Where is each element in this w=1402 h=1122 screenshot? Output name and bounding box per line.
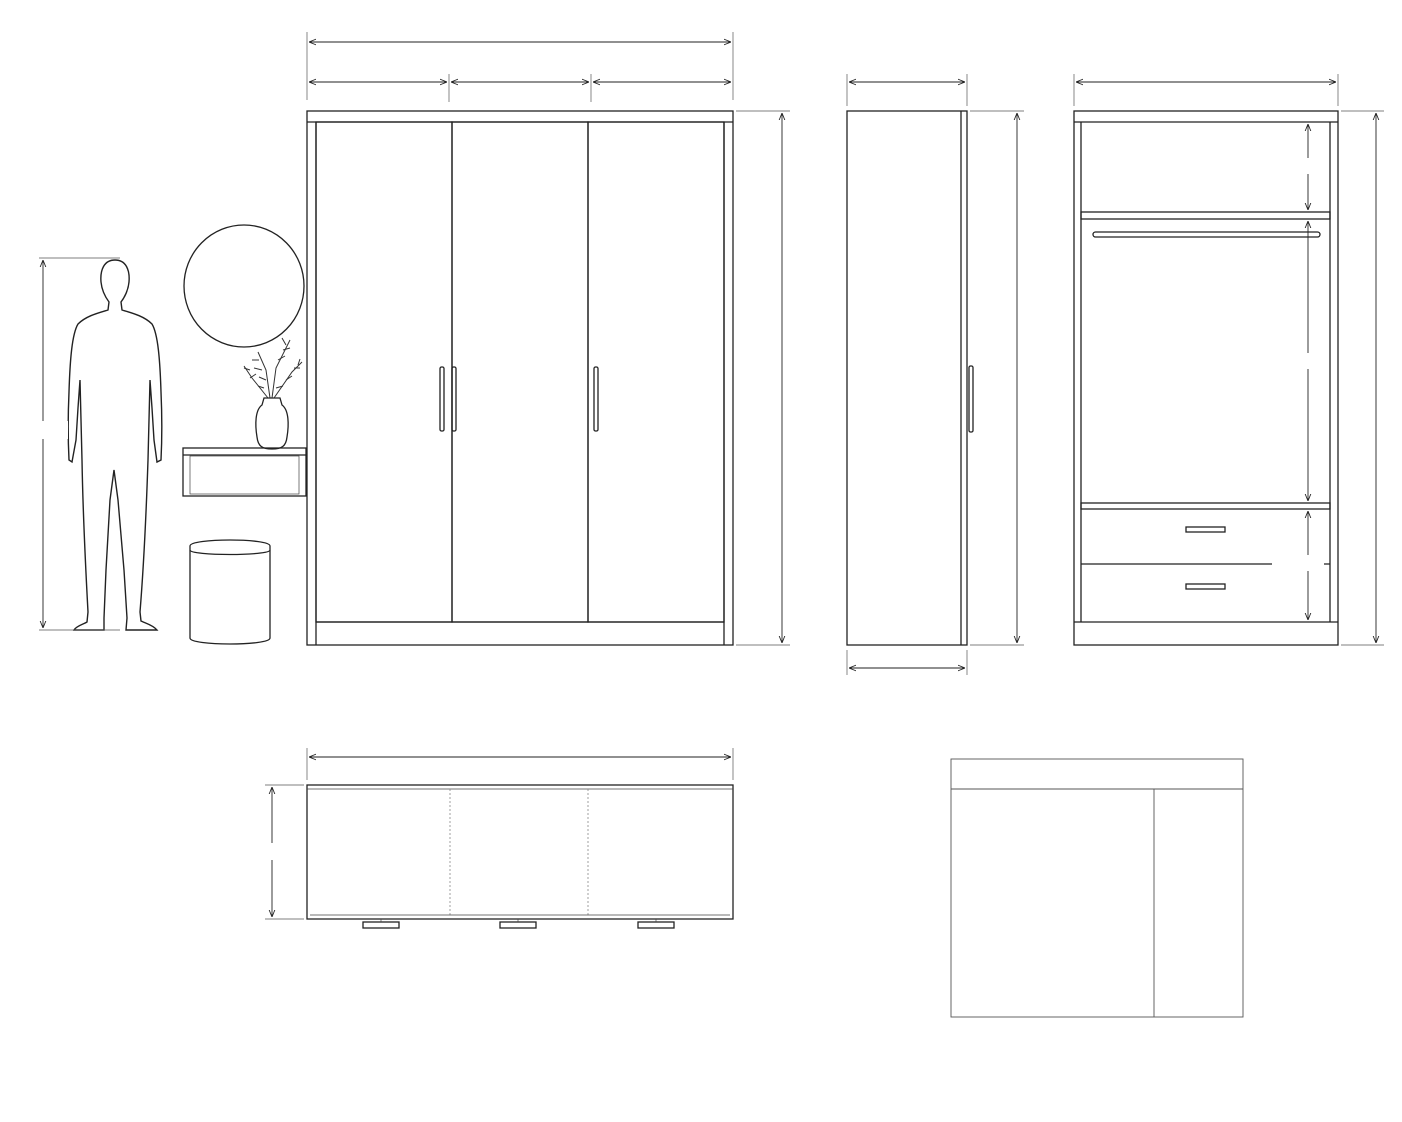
plan-handle — [500, 922, 536, 928]
internal-elevation — [1074, 74, 1384, 645]
plan-handle — [638, 922, 674, 928]
top-shelf — [1081, 212, 1330, 219]
person-figure — [10, 258, 162, 630]
wardrobe-front — [307, 111, 733, 645]
front-height-dimension — [736, 111, 790, 645]
door-handle — [452, 367, 456, 431]
plan-view — [238, 748, 733, 928]
side-elevation — [847, 74, 1024, 675]
front-overall-width-dimension — [307, 32, 733, 100]
door-right — [588, 122, 724, 622]
door-middle — [452, 122, 588, 622]
door-handle — [440, 367, 444, 431]
drawer-handle — [1186, 584, 1225, 589]
plan-outline — [307, 785, 733, 919]
door-handle — [594, 367, 598, 431]
round-pouf — [190, 540, 270, 644]
dimensions-summary-table — [951, 759, 1243, 1017]
plan-handle — [363, 922, 399, 928]
front-elevation — [10, 32, 790, 645]
drawer-handle — [1186, 527, 1225, 532]
floating-shelf — [183, 448, 306, 496]
round-mirror — [184, 225, 304, 347]
front-door-width-dimensions — [309, 74, 731, 102]
vase-with-branches — [244, 338, 302, 449]
wardrobe-side — [847, 111, 967, 645]
side-handle — [969, 366, 973, 432]
drawer-section-top — [1081, 503, 1330, 509]
door-left — [316, 122, 452, 622]
hanging-rail — [1093, 232, 1320, 237]
